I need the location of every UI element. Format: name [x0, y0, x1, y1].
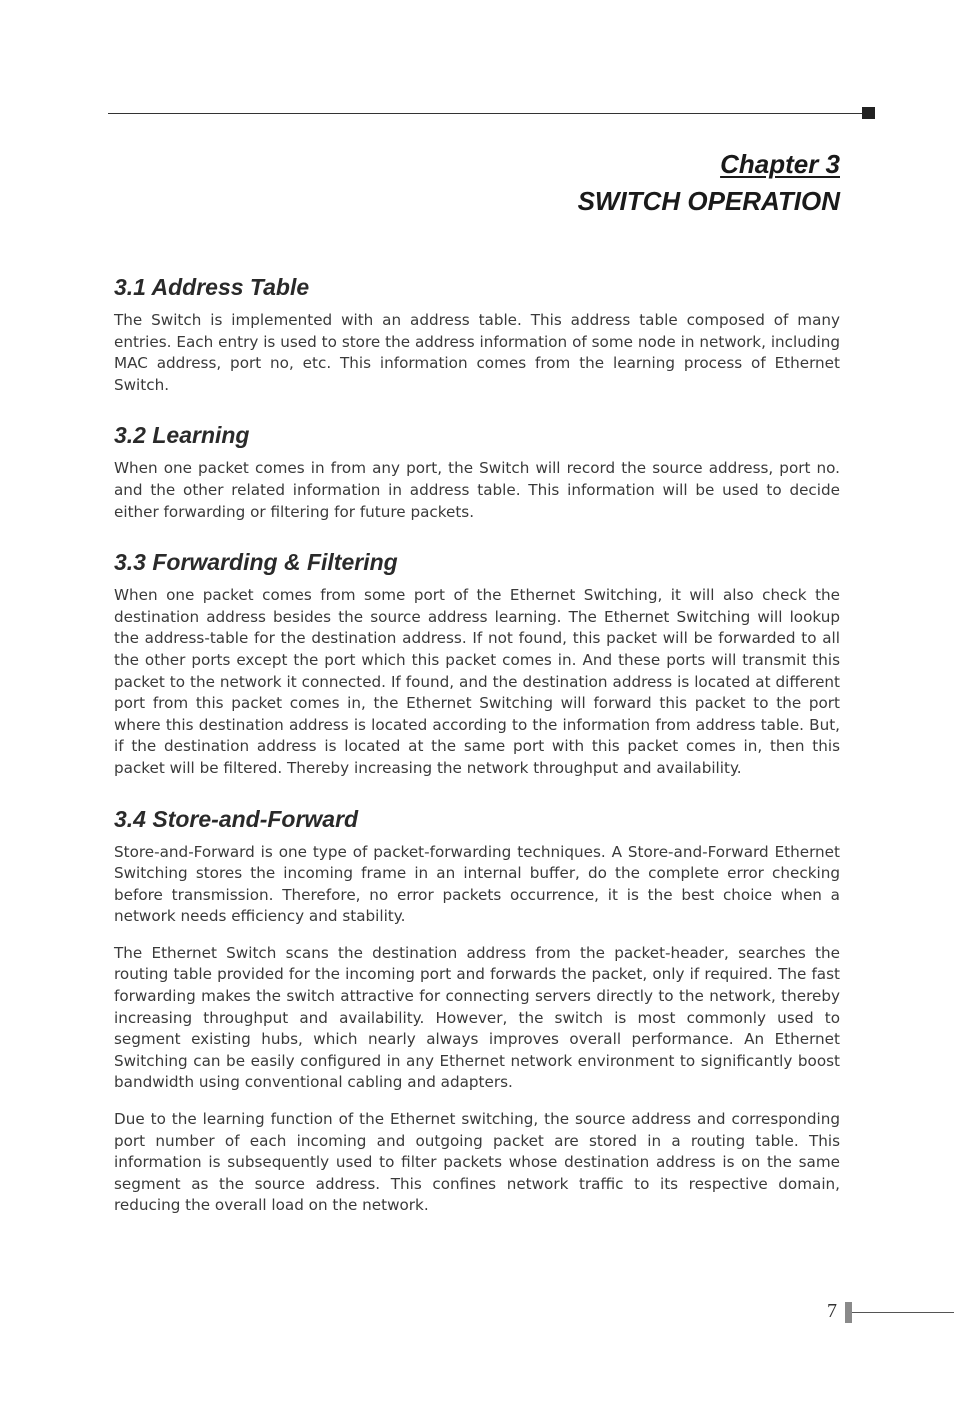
section-heading: 3.1 Address Table: [114, 274, 310, 300]
header-square-marker: [862, 107, 875, 119]
section-learning: [114, 418, 840, 523]
section-paragraph: Store-and-Forward is one type of packet-forwarding techniques. A Store-and-Forward Ethernet Switching stores the incoming frame in an internal buffer, do the complete error checking before transmission. Therefore, no error packets occurrence, it is the best choice when a network needs efficiency and stability.: [114, 842, 840, 926]
section-paragraph: The Switch is implemented with an address table. This address table composed of many entries. Each entry is used to store the address information of some node in network, including MAC address, port no, etc. This information comes from the learning process of Ethernet Switch.: [114, 311, 840, 394]
section-heading: 3.3 Forwarding & Filtering: [114, 549, 398, 576]
section-paragraph: When one packet comes in from any port, the Switch will record the source address, port no. and the other related information in address table. This information will be used to decide either forwarding or filtering for future packets.: [114, 459, 840, 521]
section-address-table: [114, 270, 840, 396]
section-paragraph: The Ethernet Switch scans the destination address from the packet-header, searches the routing table provided for the incoming port and forwards the packet, only if required. The fast forwarding makes the switch attractive for connecting servers directly to the network, thereby increasing throughput and availability. However, the switch is most commonly used to segment existing hubs, which nearly always improves overall performance. An Ethernet Switching can be easily configured in any Ethernet network environment to significantly boost bandwidth using conventional cabling and adapters.: [114, 943, 840, 1092]
chapter-number: Chapter 3: [720, 149, 840, 179]
section-heading: 3.4 Store-and-Forward: [114, 805, 359, 832]
section-paragraph: Due to the learning function of the Ethernet switching, the source address and corresponding port number of each incoming and outgoing packet are stored in a routing table. This information is subsequently used to filter packets whose destination address is on the same segment as the source address. This confines network traffic to its respective domain, reducing the overall load on the network.: [114, 1110, 840, 1215]
footer-bar-marker: [845, 1302, 852, 1323]
section-paragraph: When one packet comes from some port of the Ethernet Switching, it will also check the destination address besides the source address learning. The Ethernet Switching will lookup the address-table for the destination address. If not found, this packet will be forwarded to all the other ports except the port which this packet comes in. And these ports will transmit this packet to the network it connected. If found, and the destination address is located at different port from this packet comes in, the Ethernet Switching will forward this packet to the port where this destination address is located according to the information from address table. But, if the destination address is located at the same port with this packet comes in, then this packet will be filtered. Thereby increasing the network throughput and availability.: [114, 586, 840, 777]
section-heading: 3.2 Learning: [114, 422, 250, 449]
section-store-and-forward: [114, 802, 840, 1218]
page-content: [114, 270, 840, 1239]
chapter-title: SWITCH OPERATION: [577, 186, 840, 216]
page-number: 7: [827, 1300, 837, 1322]
chapter-heading: [578, 146, 840, 220]
header-rule: [108, 113, 864, 114]
footer-rule: [852, 1312, 954, 1313]
section-forwarding-filtering: [114, 545, 840, 779]
